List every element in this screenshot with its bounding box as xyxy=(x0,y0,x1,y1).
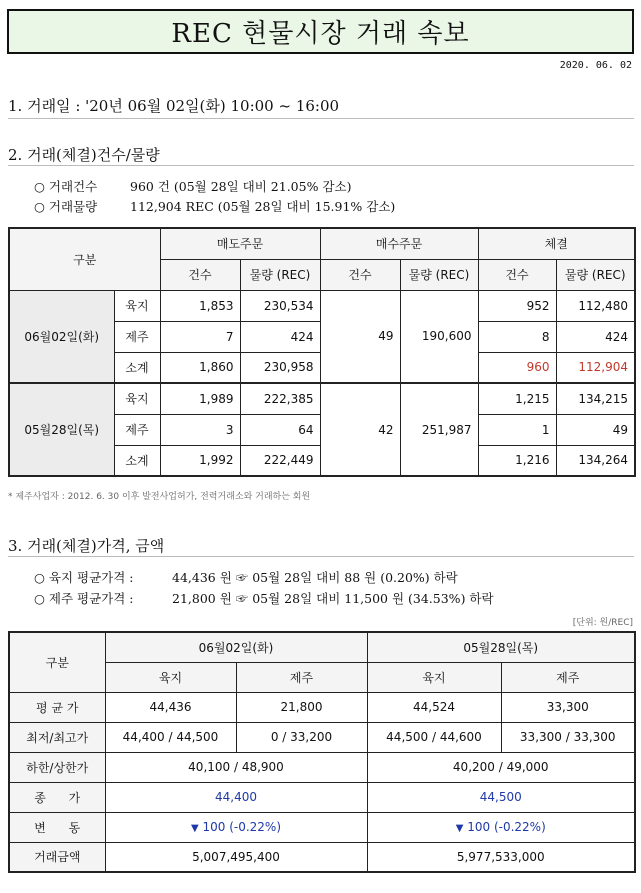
section2-heading: 2. 거래(체결)건수/물량 xyxy=(8,146,160,164)
deal-volume: 134,215 xyxy=(556,383,635,414)
row-type: 제주 xyxy=(114,414,160,445)
table-row xyxy=(9,290,635,321)
sell-volume: 64 xyxy=(240,414,320,445)
jeju-price-row xyxy=(34,589,494,607)
land-price-value: 44,436 원 ☞ 05월 28일 대비 88 원 (0.20%) 하락 xyxy=(172,570,458,585)
deal-volume-highlight: 112,904 xyxy=(556,352,635,383)
sell-count: 1,860 xyxy=(160,352,240,383)
subheader-land: 육지 xyxy=(105,662,236,692)
down-triangle-icon: ▼ xyxy=(455,823,464,834)
land-price-label: ○ 육지 평균가격 : xyxy=(34,570,134,585)
row-label: 하한/상한가 xyxy=(9,752,105,782)
subheader-count: 건수 xyxy=(478,259,556,290)
header-deals: 체결 xyxy=(478,228,635,259)
deal-volume: 112,480 xyxy=(556,290,635,321)
row-type: 소계 xyxy=(114,445,160,476)
header-sell-orders: 매도주문 xyxy=(160,228,320,259)
table-header-row xyxy=(9,632,635,662)
min-max-price: 33,300 / 33,300 xyxy=(501,722,635,752)
title-banner xyxy=(7,9,634,54)
row-label: 변 동 xyxy=(9,812,105,842)
day2-label: 05월28일(목) xyxy=(9,383,114,476)
subheader-jeju: 제주 xyxy=(501,662,635,692)
subheader-count: 건수 xyxy=(160,259,240,290)
table-row xyxy=(9,842,635,872)
table-header-row xyxy=(9,228,635,259)
price-change-value: 100 (-0.22%) xyxy=(467,820,546,834)
trade-amount: 5,007,495,400 xyxy=(105,842,367,872)
subheader-count: 건수 xyxy=(320,259,400,290)
subheader-land: 육지 xyxy=(367,662,501,692)
section3-heading: 3. 거래(체결)가격, 금액 xyxy=(8,537,165,555)
row-type: 육지 xyxy=(114,383,160,414)
trade-volume-value: 112,904 REC (05월 28일 대비 15.91% 감소) xyxy=(130,199,396,214)
table-row xyxy=(9,752,635,782)
trade-count-row xyxy=(34,177,351,195)
avg-price: 33,300 xyxy=(501,692,635,722)
avg-price: 44,524 xyxy=(367,692,501,722)
divider xyxy=(8,118,634,119)
day1-label: 06월02일(화) xyxy=(9,290,114,383)
min-max-price: 44,400 / 44,500 xyxy=(105,722,236,752)
sell-volume: 222,385 xyxy=(240,383,320,414)
land-price-row xyxy=(34,568,458,586)
limit-price: 40,100 / 48,900 xyxy=(105,752,367,782)
price-table xyxy=(8,631,636,873)
deal-count: 1,215 xyxy=(478,383,556,414)
down-triangle-icon: ▼ xyxy=(190,823,199,834)
buy-volume: 251,987 xyxy=(400,383,478,476)
trade-volume-label: ○ 거래물량 xyxy=(34,199,98,214)
deal-count: 1 xyxy=(478,414,556,445)
sell-count: 3 xyxy=(160,414,240,445)
sell-count: 1,853 xyxy=(160,290,240,321)
sell-volume: 424 xyxy=(240,321,320,352)
divider xyxy=(8,165,634,166)
header-gubun: 구분 xyxy=(9,228,160,290)
page-title: REC 현물시장 거래 속보 xyxy=(171,19,470,49)
buy-volume: 190,600 xyxy=(400,290,478,383)
table-row xyxy=(9,692,635,722)
buy-count: 42 xyxy=(320,383,400,476)
subheader-volume: 물량 (REC) xyxy=(240,259,320,290)
row-type: 육지 xyxy=(114,290,160,321)
deal-volume: 49 xyxy=(556,414,635,445)
sell-volume: 230,958 xyxy=(240,352,320,383)
jeju-price-label: ○ 제주 평균가격 : xyxy=(34,591,134,606)
trade-amount: 5,977,533,000 xyxy=(367,842,635,872)
price-change xyxy=(105,812,367,842)
close-price: 44,400 xyxy=(105,782,367,812)
sell-volume: 222,449 xyxy=(240,445,320,476)
deal-count-highlight: 960 xyxy=(478,352,556,383)
header-day2: 05월28일(목) xyxy=(367,632,635,662)
volume-table xyxy=(8,227,636,477)
subheader-jeju: 제주 xyxy=(236,662,367,692)
unit-label: [단위: 원/REC] xyxy=(572,618,633,628)
subheader-volume: 물량 (REC) xyxy=(556,259,635,290)
report-date: 2020. 06. 02 xyxy=(559,60,632,71)
price-change xyxy=(367,812,635,842)
row-label: 최저/최고가 xyxy=(9,722,105,752)
header-day1: 06월02일(화) xyxy=(105,632,367,662)
header-gubun: 구분 xyxy=(9,632,105,692)
min-max-price: 0 / 33,200 xyxy=(236,722,367,752)
deal-count: 952 xyxy=(478,290,556,321)
trade-count-label: ○ 거래건수 xyxy=(34,179,98,194)
table-row xyxy=(9,383,635,414)
row-type: 소계 xyxy=(114,352,160,383)
jeju-price-value: 21,800 원 ☞ 05월 28일 대비 11,500 원 (34.53%) 하락 xyxy=(172,591,494,606)
deal-count: 1,216 xyxy=(478,445,556,476)
deal-count: 8 xyxy=(478,321,556,352)
section1-heading: 1. 거래일 : '20년 06월 02일(화) 10:00 ~ 16:00 xyxy=(8,97,340,115)
footnote: * 제주사업자 : 2012. 6. 30 이후 발전사업허가, 전력거래소와 거래하는 회원 xyxy=(8,492,311,502)
price-change-value: 100 (-0.22%) xyxy=(202,820,282,834)
avg-price: 21,800 xyxy=(236,692,367,722)
table-row xyxy=(9,812,635,842)
subheader-volume: 물량 (REC) xyxy=(400,259,478,290)
header-buy-orders: 매수주문 xyxy=(320,228,478,259)
trade-count-value: 960 건 (05월 28일 대비 21.05% 감소) xyxy=(130,179,352,194)
divider xyxy=(8,556,634,557)
deal-volume: 134,264 xyxy=(556,445,635,476)
table-row xyxy=(9,722,635,752)
avg-price: 44,436 xyxy=(105,692,236,722)
min-max-price: 44,500 / 44,600 xyxy=(367,722,501,752)
sell-volume: 230,534 xyxy=(240,290,320,321)
buy-count: 49 xyxy=(320,290,400,383)
row-type: 제주 xyxy=(114,321,160,352)
row-label: 종 가 xyxy=(9,782,105,812)
deal-volume: 424 xyxy=(556,321,635,352)
close-price: 44,500 xyxy=(367,782,635,812)
sell-count: 1,992 xyxy=(160,445,240,476)
sell-count: 7 xyxy=(160,321,240,352)
trade-volume-row xyxy=(34,197,395,215)
table-row xyxy=(9,782,635,812)
limit-price: 40,200 / 49,000 xyxy=(367,752,635,782)
row-label: 거래금액 xyxy=(9,842,105,872)
sell-count: 1,989 xyxy=(160,383,240,414)
row-label: 평 균 가 xyxy=(9,692,105,722)
